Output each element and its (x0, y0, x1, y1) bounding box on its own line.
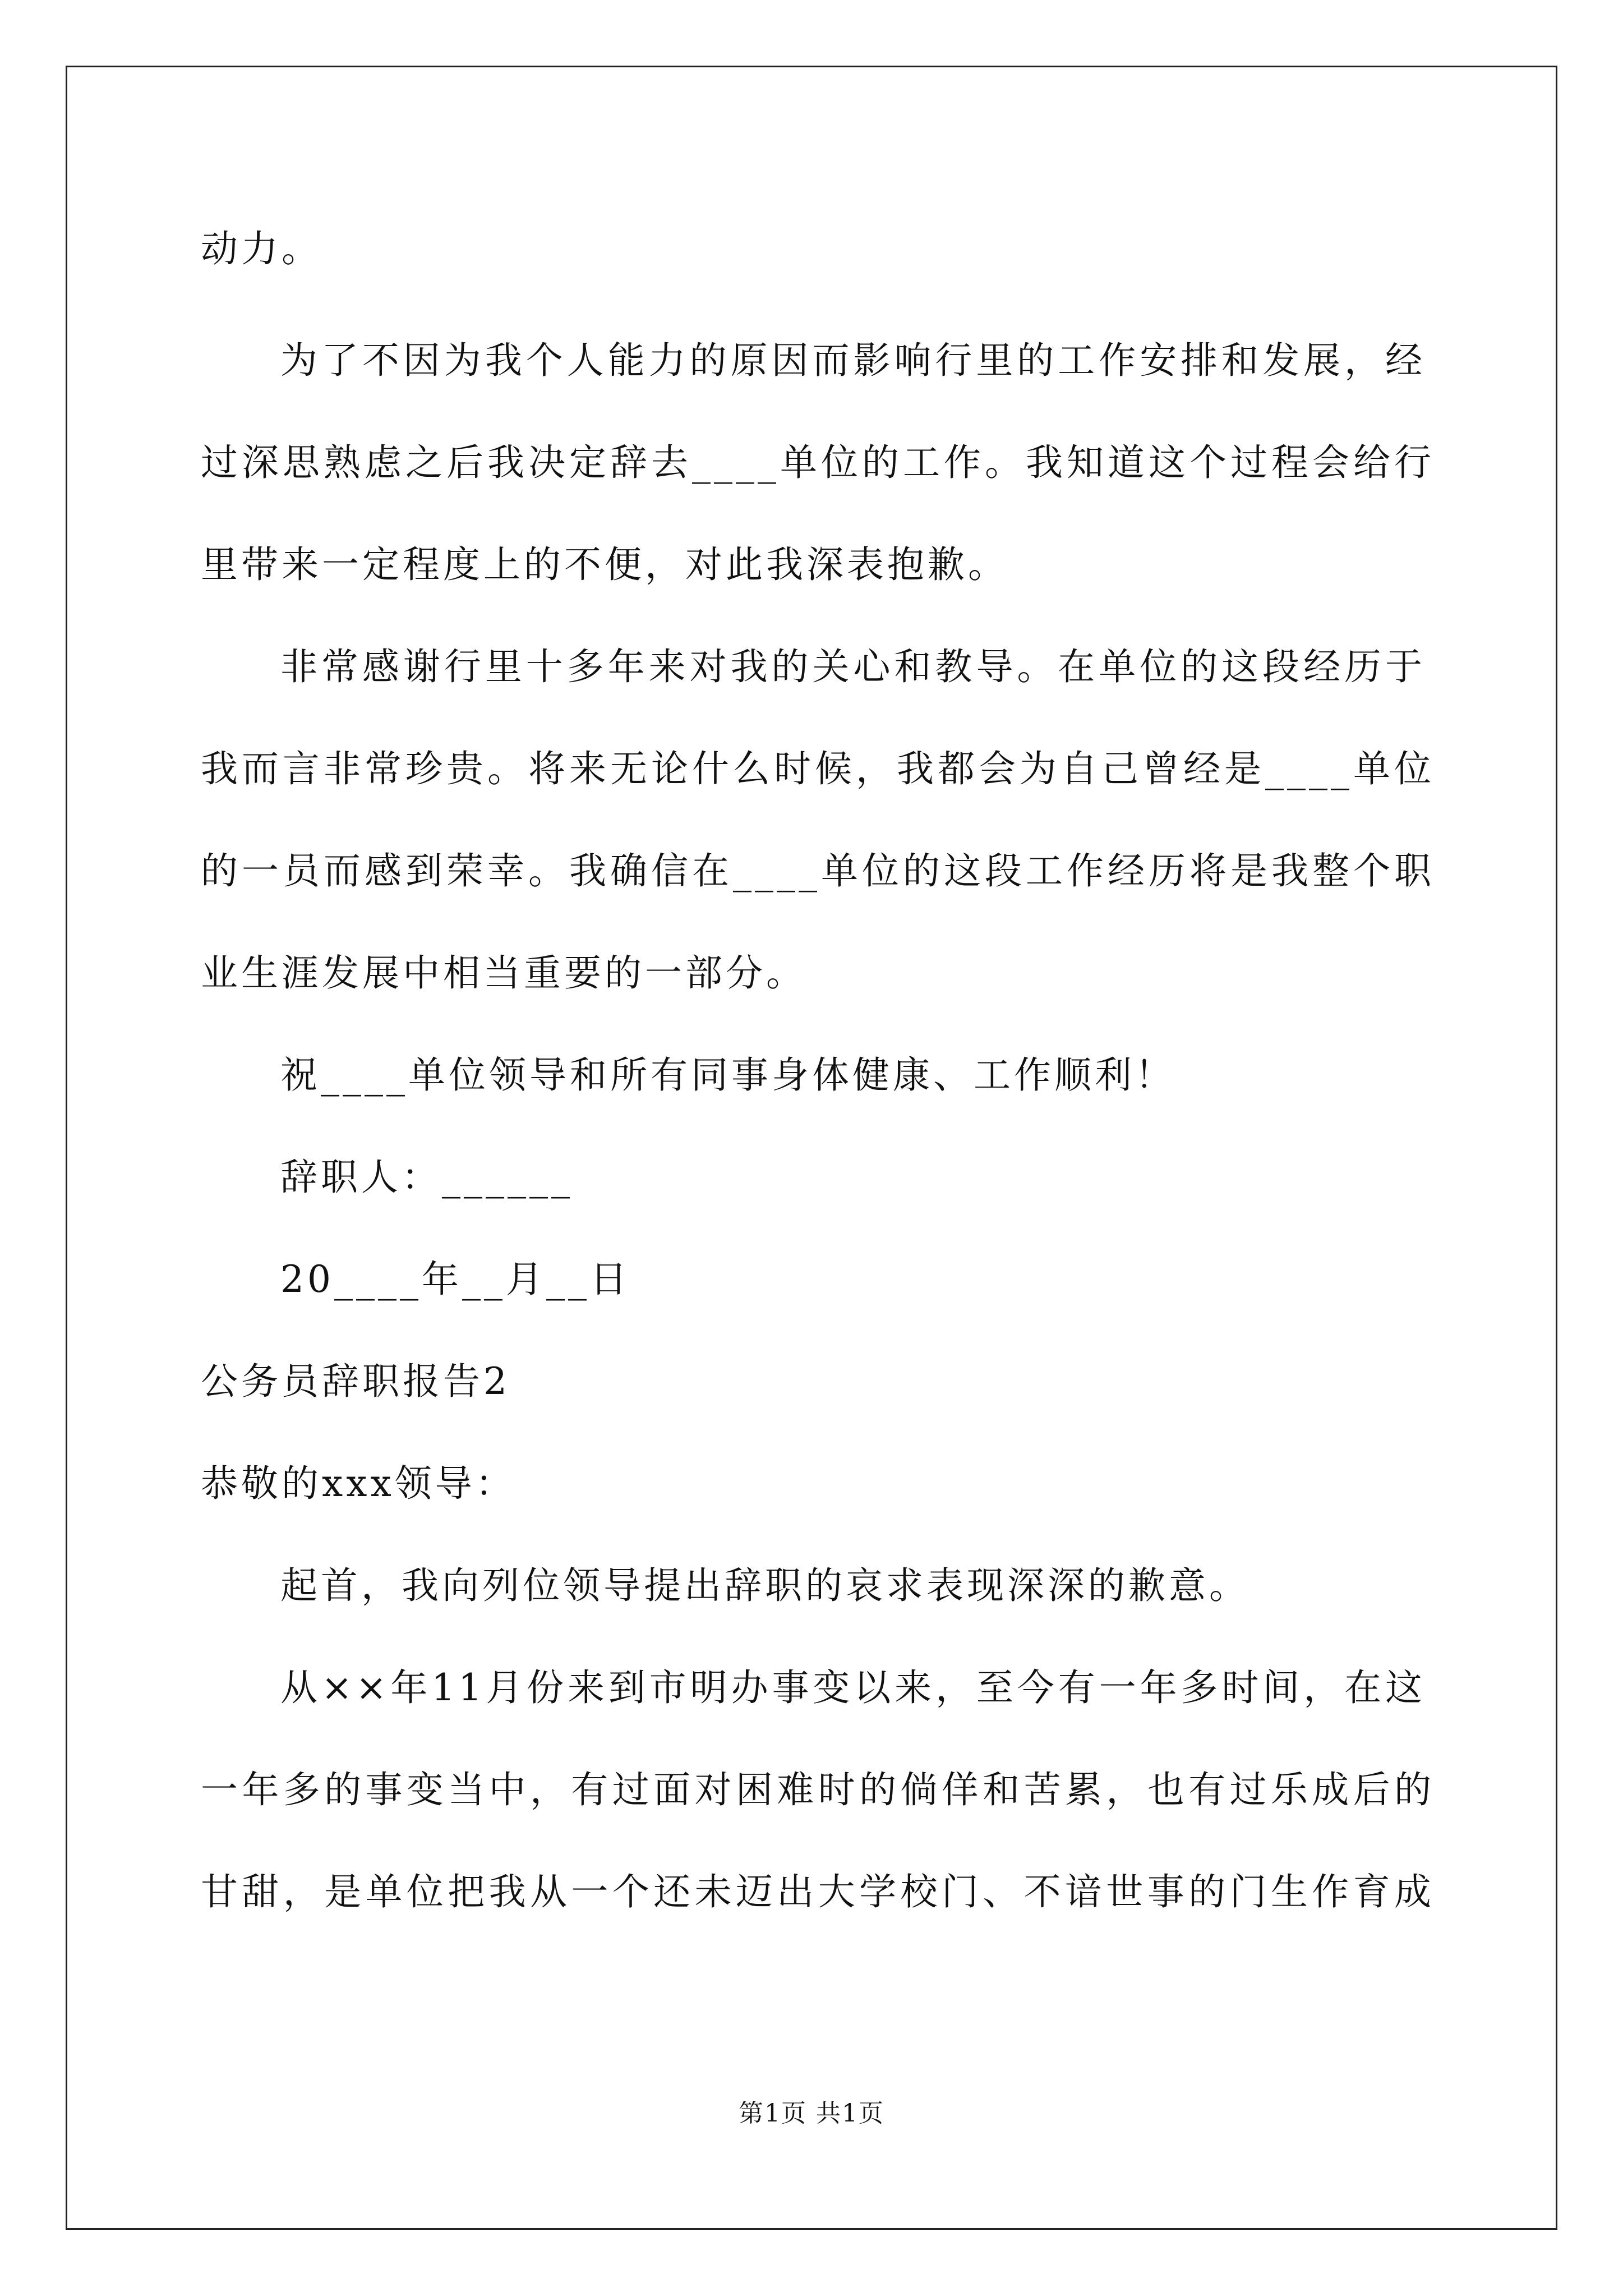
paragraph-line: 甘甜，是单位把我从一个还未迈出大学校门、不谙世事的门生作育成 (201, 1870, 1435, 1913)
date-line: 20____年__月__日 (280, 1258, 630, 1301)
paragraph-line: 一年多的事变当中，有过面对困难时的倘佯和苦累，也有过乐成后的 (201, 1768, 1435, 1811)
paragraph-line: 从××年11月份来到市明办事变以来，至今有一年多时间，在这 (280, 1666, 1426, 1709)
paragraph-line: 非常感谢行里十多年来对我的关心和教导。在单位的这段经历于 (280, 645, 1426, 688)
paragraph-line: 为了不因为我个人能力的原因而影响行里的工作安排和发展，经 (280, 339, 1426, 382)
paragraph-line: 过深思熟虑之后我决定辞去____单位的工作。我知道这个过程会给行 (201, 441, 1435, 484)
paragraph-line: 业生涯发展中相当重要的一部分。 (201, 951, 806, 995)
paragraph-line: 里带来一定程度上的不便，对此我深表抱歉。 (201, 543, 1008, 586)
paragraph-line: 我而言非常珍贵。将来无论什么时候，我都会为自己曾经是____单位 (201, 747, 1435, 790)
paragraph-line: 的一员而感到荣幸。我确信在____单位的这段工作经历将是我整个职 (201, 849, 1435, 892)
section-title: 公务员辞职报告2 (201, 1360, 510, 1403)
closing-wish: 祝____单位领导和所有同事身体健康、工作顺利！ (280, 1053, 1175, 1097)
signature-line: 辞职人：______ (280, 1156, 573, 1199)
page-number-footer: 第1页 共1页 (739, 2099, 884, 2128)
text-line: 动力。 (201, 227, 322, 270)
paragraph-line: 起首，我向列位领导提出辞职的哀求表现深深的歉意。 (280, 1564, 1249, 1607)
salutation: 恭敬的xxx领导： (201, 1462, 516, 1505)
